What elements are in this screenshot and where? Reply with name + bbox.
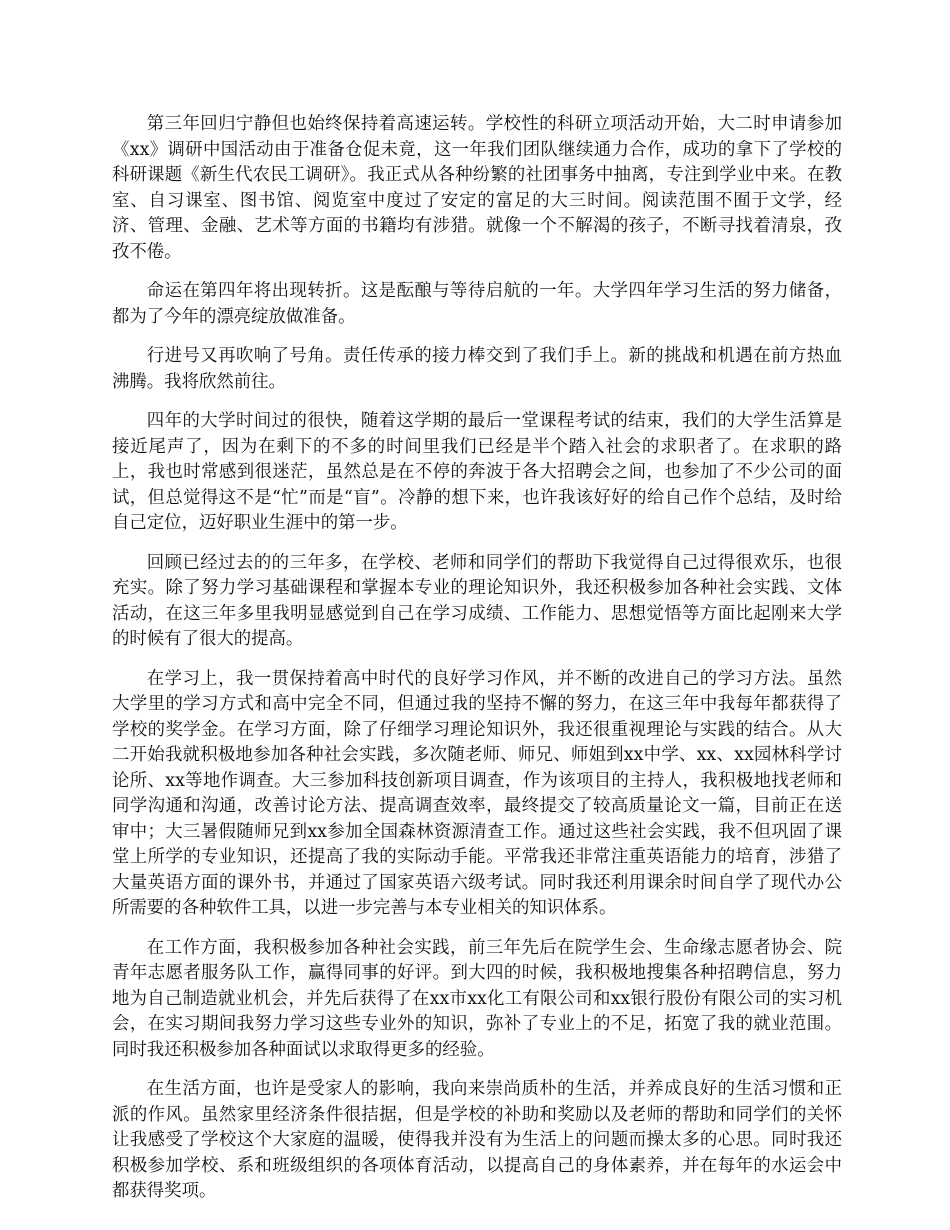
paragraph-1: 第三年回归宁静但也始终保持着高速运转。学校性的科研立项活动开始，大二时申请参加《xx》调研中国活动由于准备仓促未竟，这一年我们团队继续通力合作，成功的拿下了学校的科研课题《新生代农民工调研》。我正式从各种纷繁的社团事务中抽离，专注到学业中来。在教室、自习课室、图书馆、阅览室中度过了安定的富足的大三时间。阅读范围不囿于文学，经济、管理、金融、艺术等方面的书籍均有涉猎。就像一个不解渴的孩子，不断寻找着清泉，孜孜不倦。 [112,114,842,262]
paragraph-4: 四年的大学时间过的很快，随着这学期的最后一堂课程考试的结束，我们的大学生活算是接近尾声了，因为在剩下的不多的时间里我们已经是半个踏入社会的求职者了。在求职的路上，我也时常感到很迷茫，虽然总是在不停的奔波于各大招聘会之间，也参加了不少公司的面试，但总觉得这不是“忙”而是“盲”。冷静的想下来，也许我该好好的给自己作个总结，及时给自己定位，迈好职业生涯中的第一步。 [112,411,842,533]
paragraph-8: 在生活方面，也许是受家人的影响，我向来崇尚质朴的生活，并养成良好的生活习惯和正派的作风。虽然家里经济条件很拮据，但是学校的补助和奖励以及老师的帮助和同学们的关怀让我感受了学校这个大家庭的温暖，使得我并没有为生活上的问题而操太多的心思。同时我还积极参加学校、系和班级组织的各项体育活动，以提高自己的身体素养，并在每年的水运会中都获得奖项。 [112,1079,842,1201]
paragraph-5: 回顾已经过去的的三年多，在学校、老师和同学们的帮助下我觉得自己过得很欢乐，也很充实。除了努力学习基础课程和掌握本专业的理论知识外，我还积极参加各种社会实践、文体活动，在这三年多里我明显感觉到自己在学习成绩、工作能力、思想觉悟等方面比起刚来大学的时候有了很大的提高。 [112,552,842,649]
document-body [112,112,842,1219]
paragraph-3: 行进号又再吹响了号角。责任传承的接力棒交到了我们手上。新的挑战和机遇在前方热血沸腾。我将欣然前往。 [112,346,842,392]
paragraph-2: 命运在第四年将出现转折。这是酝酿与等待启航的一年。大学四年学习生活的努力储备，都为了今年的漂亮绽放做准备。 [112,281,842,327]
paragraph-7: 在工作方面，我积极参加各种社会实践，前三年先后在院学生会、生命缘志愿者协会、院青年志愿者服务队工作，赢得同事的好评。到大四的时候，我积极地搜集各种招聘信息，努力地为自己制造就业机会，并先后获得了在xx市xx化工有限公司和xx银行股份有限公司的实习机会，在实习期间我努力学习这些专业外的知识，弥补了专业上的不足，拓宽了我的就业范围。同时我还积极参加各种面试以求取得更多的经验。 [112,937,842,1060]
paragraph-6: 在学习上，我一贯保持着高中时代的良好学习作风，并不断的改进自己的学习方法。虽然大学里的学习方式和高中完全不同，但通过我的坚持不懈的努力，在这三年中我每年都获得了学校的奖学金。在学习方面，除了仔细学习理论知识外，我还很重视理论与实践的结合。从大二开始我就积极地参加各种社会实践，多次随老师、师兄、师姐到xx中学、xx、xx园林科学讨论所、xx等地作调查。大三参加科技创新项目调查，作为该项目的主持人，我积极地找老师和同学沟通和沟通，改善讨论方法、提高调查效率，最终提交了较高质量论文一篇，目前正在送审中；大三暑假随师兄到xx参加全国森林资源清查工作。通过这些社会实践，我不但巩固了课堂上所学的专业知识，还提高了我的实际动手能。平常我还非常注重英语能力的培育，涉猎了大量英语方面的课外书，并通过了国家英语六级考试。同时我还利用课余时间自学了现代办公所需要的各种软件工具，以进一步完善与本专业相关的知识体系。 [112,668,842,918]
